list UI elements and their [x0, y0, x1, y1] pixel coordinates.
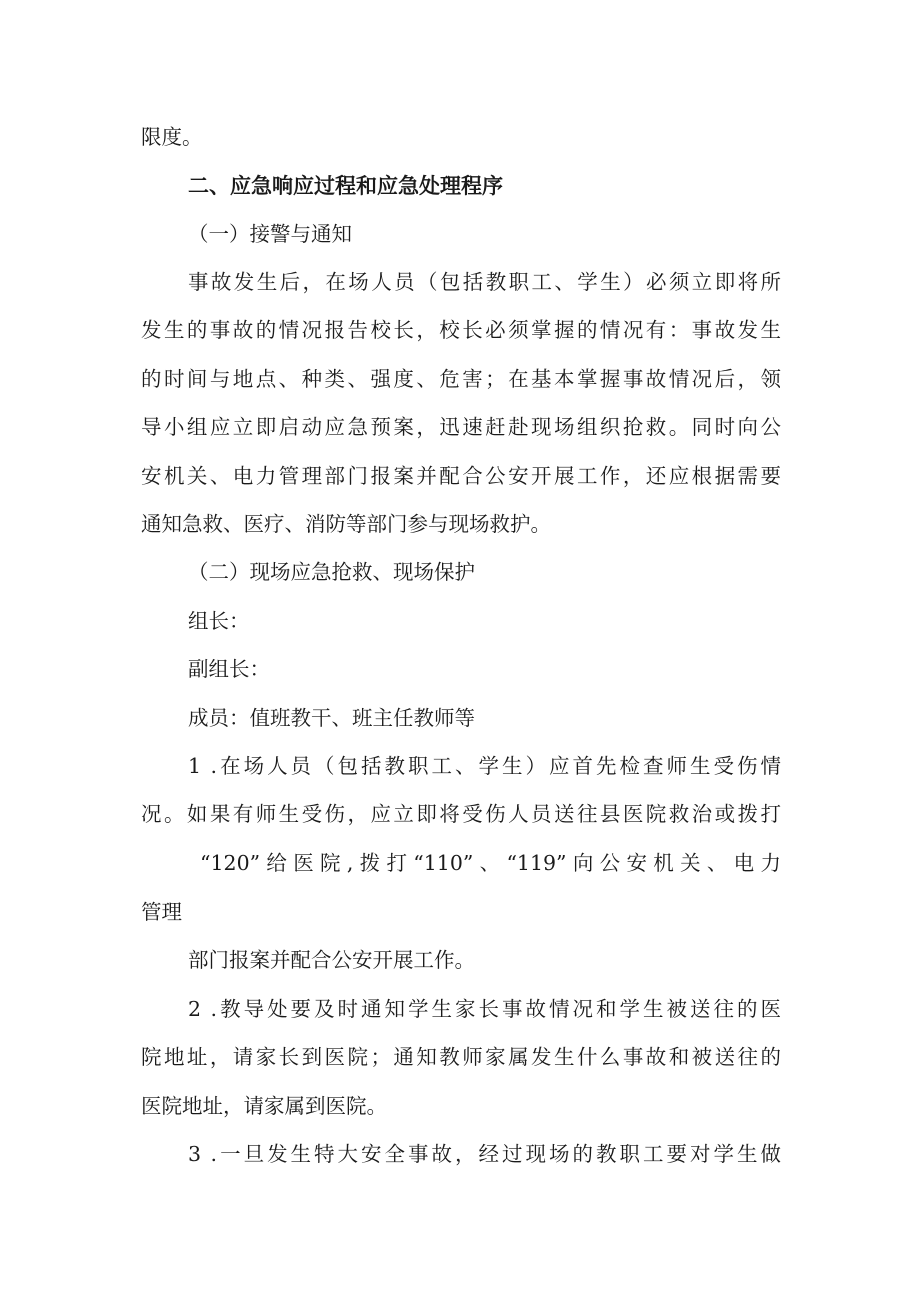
list-item-1: 1 .在场人员（包括教职工、学生）应首先检查师生受伤情 — [188, 754, 781, 778]
paragraph-line: 安机关、电力管理部门报案并配合公安开展工作，还应根据需要 — [141, 464, 781, 488]
paragraph-line: 通知急救、医疗、消防等部门参与现场救护。 — [141, 512, 551, 536]
paragraph-line: 况。如果有师生受伤，应立即将受伤人员送往县医院救治或拨打 — [141, 802, 781, 826]
subheading-1: （一）接警与通知 — [188, 222, 352, 246]
paragraph-line: 导小组应立即启动应急预案，迅速赶赴现场组织抢救。同时向公 — [141, 415, 781, 439]
paragraph-line: 的时间与地点、种类、强度、危害；在基本掌握事故情况后，领 — [141, 367, 781, 391]
paragraph-line: 发生的事故的情况报告校长，校长必须掌握的情况有：事故发生 — [141, 318, 781, 342]
paragraph-line: 部门报案并配合公安开展工作。 — [188, 948, 475, 972]
paragraph-line: “120”给医院,拨打“110”、“119”向公安机关、电力 — [200, 851, 781, 875]
paragraph-line: 管理 — [141, 900, 182, 924]
section-heading-2: 二、应急响应过程和应急处理程序 — [188, 174, 503, 198]
list-item-3: 3 .一旦发生特大安全事故，经过现场的教职工要对学生做 — [188, 1142, 781, 1166]
deputy-leader-label: 副组长： — [188, 657, 270, 681]
paragraph-line: 医院地址，请家属到医院。 — [141, 1094, 387, 1118]
text-line-continuation: 限度。 — [141, 125, 203, 149]
paragraph-line: 事故发生后，在场人员（包括教职工、学生）必须立即将所 — [188, 270, 781, 294]
team-leader-label: 组长： — [188, 609, 250, 633]
members-line: 成员：值班教干、班主任教师等 — [188, 706, 475, 730]
subheading-2: （二）现场应急抢救、现场保护 — [188, 560, 475, 584]
list-item-2: 2 .教导处要及时通知学生家长事故情况和学生被送往的医 — [188, 997, 781, 1021]
paragraph-line: 院地址，请家长到医院；通知教师家属发生什么事故和被送往的 — [141, 1045, 781, 1069]
